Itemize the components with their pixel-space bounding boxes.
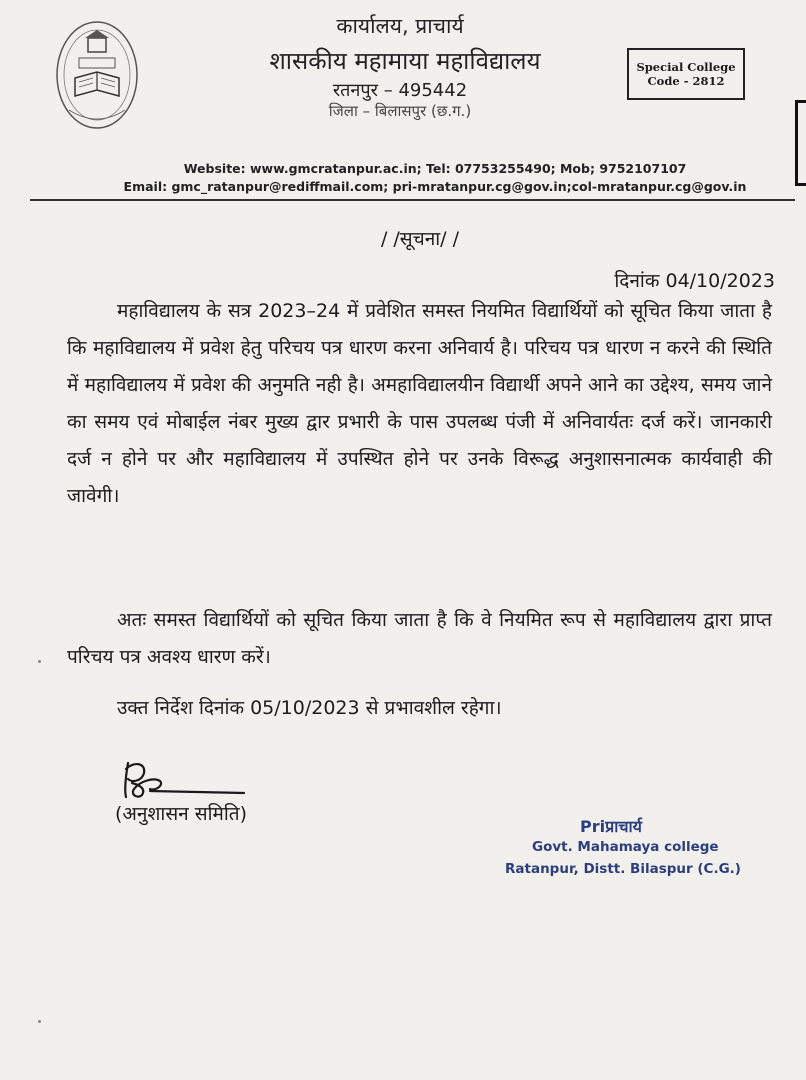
notice-title: / /सूचना/ / [380,228,460,250]
college-code-box [627,48,745,100]
address-line: रतनपुर – 495442 [332,80,468,101]
college-code-line2: Code - 2812 [647,74,725,88]
website-contact-line: Website: www.gmcratanpur.ac.in; Tel: 07753255490; Mob; 9752107107 [183,161,687,176]
header-divider [30,199,795,201]
scan-speck [38,1020,41,1023]
scan-speck [38,660,41,663]
principal-stamp-title: Priप्राचार्य [580,817,642,836]
college-emblem-logo [55,20,140,135]
discipline-committee-label: (अनुशासन समिति) [115,803,248,825]
college-name: शासकीय महामाया महाविद्यालय [269,47,541,75]
notice-paragraph-1: महाविद्यालय के सत्र 2023–24 में प्रवेशित समस्त नियमित विद्यार्थियों को सूचित किया जाता है कि महाविद्यालय में प्रवेश हेतु परिचय पत्र धारण करना अनिवार्य है। परिचय पत्र धारण न करने की स्थिति में महाविद्यालय में प्रवेश की अनुमति नही है। अमहाविद्यालयीन विद्यार्थी अपने आने का उद्देश्य, समय जाने का समय एवं मोबाईल नंबर मुख्य द्वार प्रभारी के पास उपलब्ध पंजी में अनिवार्यतः दर्ज करें। जानकारी दर्ज न होने पर और महाविद्यालय में उपस्थित होने पर उनके विरूद्ध अनुशासनात्मक कार्यवाही की जावेगी। [67,300,772,507]
office-title: कार्यालय, प्राचार्य [336,14,464,38]
college-code-line1: Special College [636,60,736,74]
district-line: जिला – बिलासपुर (छ.ग.) [328,102,472,120]
notice-paragraph-3: उक्त निर्देश दिनांक 05/10/2023 से प्रभावशील रहेगा। [117,697,502,719]
principal-stamp-address: Ratanpur, Distt. Bilaspur (C.G.) [505,861,741,877]
principal-stamp-college: Govt. Mahamaya college [532,839,719,855]
notice-date: दिनांक 04/10/2023 [614,270,775,292]
email-contact-line: Email: gmc_ratanpur@rediffmail.com; pri-mratanpur.cg@gov.in;col-mratanpur.cg@gov.in [123,179,747,194]
notice-paragraph-2: अतः समस्त विद्यार्थियों को सूचित किया जाता है कि वे नियमित रूप से महाविद्यालय द्वारा प्राप्त परिचय पत्र अवश्य धारण करें। [67,609,772,668]
